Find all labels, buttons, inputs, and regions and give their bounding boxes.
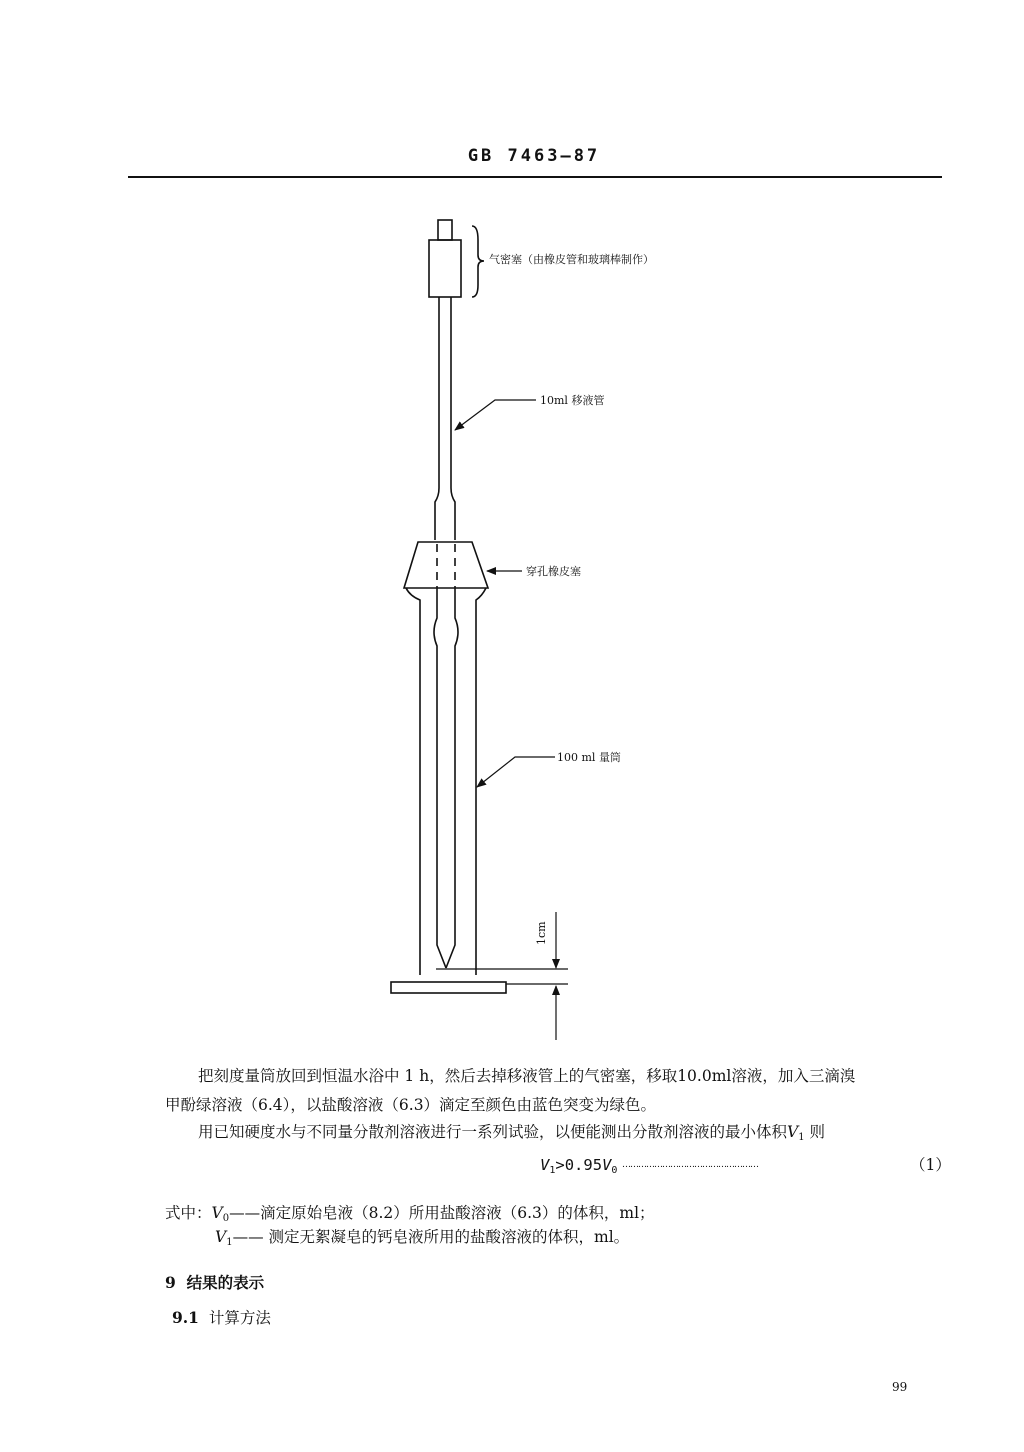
formula-inequality: >0.95 [555, 1156, 603, 1174]
where-v1-var: V [215, 1228, 227, 1246]
section-9-heading [165, 1271, 264, 1293]
where-v1 [215, 1225, 629, 1255]
section-9-1-title: 计算方法 [208, 1309, 271, 1327]
paragraph-1-line-1: 把刻度量筒放回到恒温水浴中 1 h，然后去掉移液管上的气密塞，移取10.0ml溶液，加入三滴溴 [198, 1067, 856, 1085]
where-v0-text: ——滴定原始皂液（8.2）所用盐酸溶液（6.3）的体积，ml； [229, 1204, 655, 1222]
pipette-lower-left [434, 588, 446, 968]
page-header-title: GB 7463—87 [467, 146, 601, 166]
section-9-title: 结果的表示 [186, 1273, 265, 1292]
formula-rhs-var: V [602, 1156, 612, 1174]
stopper-knob [438, 220, 452, 240]
stopper-label: 气密塞（由橡皮管和玻璃棒制作） [489, 253, 654, 266]
var-v1: V [787, 1123, 799, 1141]
rubber-stopper-label: 穿孔橡皮塞 [526, 565, 581, 578]
paragraph-2-text: 用已知硬度水与不同量分散剂溶液进行一系列试验，以便能测出分散剂溶液的最小体积 [198, 1123, 788, 1141]
cylinder-leader [477, 757, 555, 787]
cylinder-wall-left [406, 588, 420, 975]
distance-label: 1cm [535, 921, 548, 945]
paragraph-1-line-2: 甲酚绿溶液（6.4），以盐酸溶液（6.3）滴定至颜色由蓝色突变为绿色。 [165, 1096, 657, 1114]
pipette-lower-right [446, 588, 458, 968]
pipette-label: 10ml 移液管 [540, 394, 605, 407]
cylinder-base [391, 982, 506, 993]
paragraph-2-end: 则 [804, 1123, 826, 1141]
where-v1-sub: 1 [226, 1237, 233, 1248]
paragraph-2 [198, 1120, 825, 1150]
where-prefix: 式中： [165, 1204, 212, 1222]
formula-1 [540, 1153, 617, 1183]
where-v0-var: V [211, 1204, 223, 1222]
pipette-bulb-right [451, 488, 455, 540]
pipette-leader [455, 400, 536, 430]
formula-lhs-var: V [540, 1156, 550, 1174]
stopper-brace [472, 226, 484, 297]
page-number: 99 [892, 1380, 908, 1394]
where-v0-sub: 0 [222, 1213, 230, 1224]
air-tight-stopper [429, 240, 461, 297]
section-9-number: 9 [165, 1273, 176, 1292]
formula-rhs-sub: 0 [611, 1165, 618, 1176]
formula-number: （1） [910, 1156, 951, 1174]
perforated-rubber-stopper [404, 542, 488, 588]
formula-leader-dots: …………………………………………… [622, 1160, 758, 1170]
where-v1-text: —— 测定无絮凝皂的钙皂液所用的盐酸溶液的体积，ml。 [232, 1228, 630, 1246]
cylinder-label: 100 ml 量筒 [557, 751, 621, 764]
formula-lhs-sub: 1 [549, 1165, 556, 1176]
var-v1-subscript: 1 [798, 1132, 805, 1143]
pipette-bulb-left [435, 488, 439, 540]
section-9-1-number: 9.1 [172, 1308, 199, 1327]
section-9-1-heading [172, 1306, 271, 1328]
